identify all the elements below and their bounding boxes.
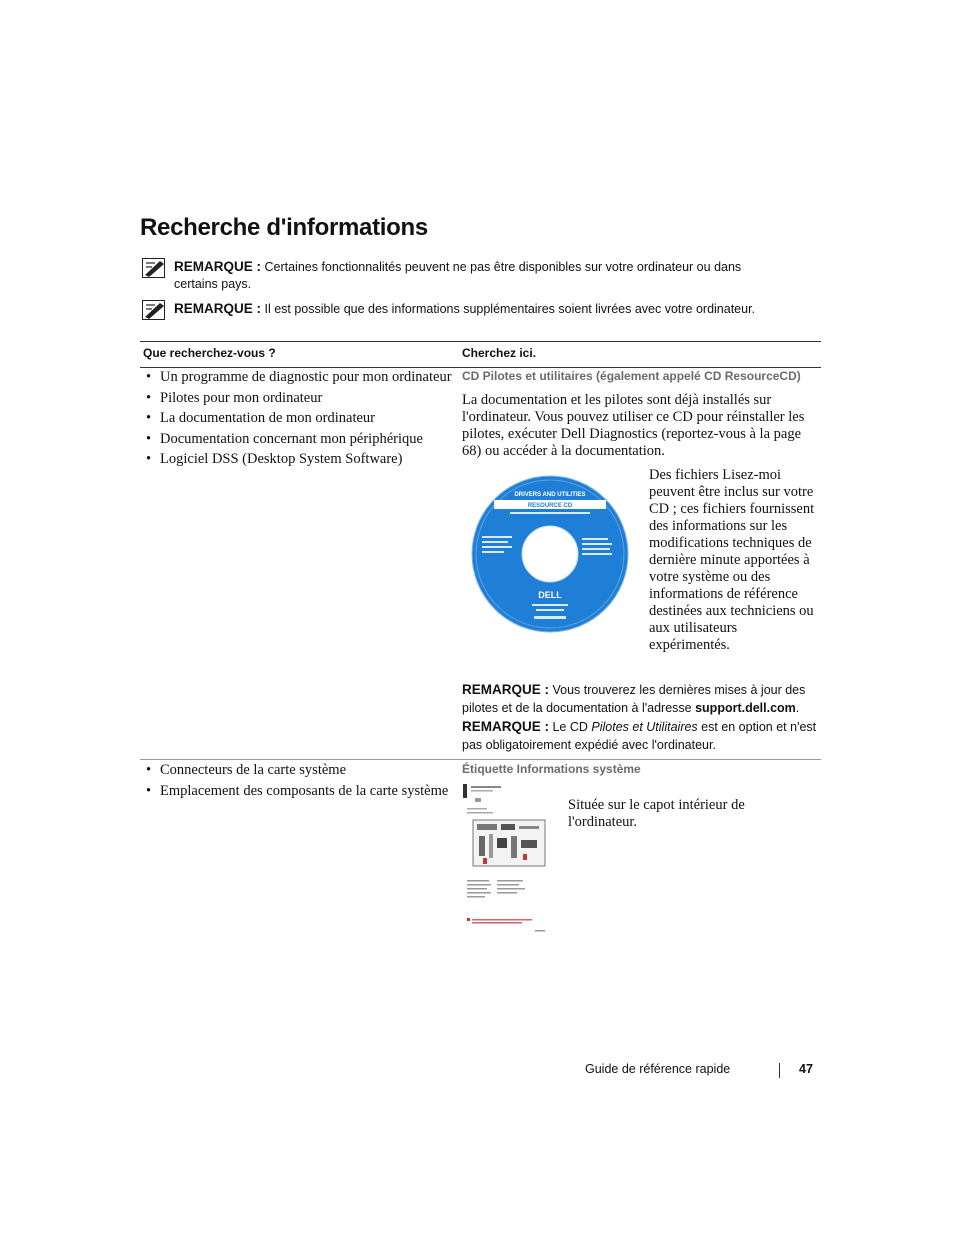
cd-section-heading: CD Pilotes et utilitaires (également appelé CD ResourceCD) xyxy=(462,369,801,383)
page-title: Recherche d'informations xyxy=(140,214,428,241)
label-side-text: Située sur le capot intérieur de l'ordinateur. xyxy=(568,797,745,830)
remark-optional-cd xyxy=(462,718,820,754)
list-item: • Documentation concernant mon périphérique xyxy=(146,429,446,450)
pencil-note-icon xyxy=(142,300,166,320)
list-item: • Pilotes pour mon ordinateur xyxy=(146,388,446,409)
list-item: • Emplacement des composants de la carte système xyxy=(146,781,446,802)
note-additional-info xyxy=(142,300,782,318)
note-text: Il est possible que des informations supplémentaires soient livrées avec votre ordinateur. xyxy=(264,302,756,316)
footer-separator xyxy=(779,1063,780,1078)
note-body xyxy=(174,258,782,293)
system-information-label-icon xyxy=(463,784,549,936)
page-number: 47 xyxy=(799,1062,813,1076)
note-body xyxy=(174,300,782,318)
support-link[interactable]: support.dell.com xyxy=(695,701,796,715)
footer-guide-title: Guide de référence rapide xyxy=(585,1062,731,1076)
cd-brand: DELL xyxy=(538,590,562,600)
remark-text-end: est en option et n'est pas obligatoirement expédié avec l'ordinateur. xyxy=(462,720,817,752)
remark-text: Vous trouverez les dernières mises à jour des pilotes et de la documentation à l'adresse xyxy=(462,683,806,715)
note-text: Certaines fonctionnalités peuvent ne pas être disponibles sur votre ordinateur ou dans certains pays. xyxy=(174,260,742,291)
remark-label: REMARQUE : xyxy=(462,719,549,734)
note-availability xyxy=(142,258,782,293)
note-label: REMARQUE : xyxy=(174,259,261,274)
cd-section-paragraph: La documentation et les pilotes sont déjà installés sur l'ordinateur. Vous pouvez utiliser ce CD pour réinstaller les pilotes, exécuter Dell Diagnostics (reportez-vous à la page 68) ou accéder à la documentation. xyxy=(462,392,805,459)
column-header-where: Cherchez ici. xyxy=(462,346,537,360)
list-item: • Logiciel DSS (Desktop System Software) xyxy=(146,449,446,470)
list-item: • La documentation de mon ordinateur xyxy=(146,408,446,429)
remark-text: Le CD xyxy=(552,720,592,734)
cd-top-label: DRIVERS AND UTILITIES xyxy=(514,492,586,498)
remark-emphasis: Pilotes et Utilitaires xyxy=(591,720,698,734)
note-label: REMARQUE : xyxy=(174,301,261,316)
drivers-utilities-cd-icon xyxy=(470,474,630,634)
table-top-rule xyxy=(140,341,821,342)
list-item: • Un programme de diagnostic pour mon ordinateur xyxy=(146,367,446,388)
remark-updates xyxy=(462,681,820,717)
list-item: • Connecteurs de la carte système xyxy=(146,760,446,781)
column-header-question: Que recherchez-vous ? xyxy=(143,346,276,360)
cd-side-text: Des fichiers Lisez-moi peuvent être inclus sur votre CD ; ces fichiers fournissent des informations sur les modifications techniques de dernière minute apportées à votre système ou des informations de référence destinées aux techniciens ou aux utilisateurs expérimentés. xyxy=(649,467,815,653)
remark-label: REMARQUE : xyxy=(462,682,549,697)
remark-text-end: . xyxy=(795,701,800,715)
row1-items-list xyxy=(146,367,452,470)
pencil-note-icon xyxy=(142,258,166,278)
row2-items-list xyxy=(146,760,449,801)
cd-banner: RESOURCE CD xyxy=(527,503,573,509)
label-section-heading: Étiquette Informations système xyxy=(462,762,641,776)
